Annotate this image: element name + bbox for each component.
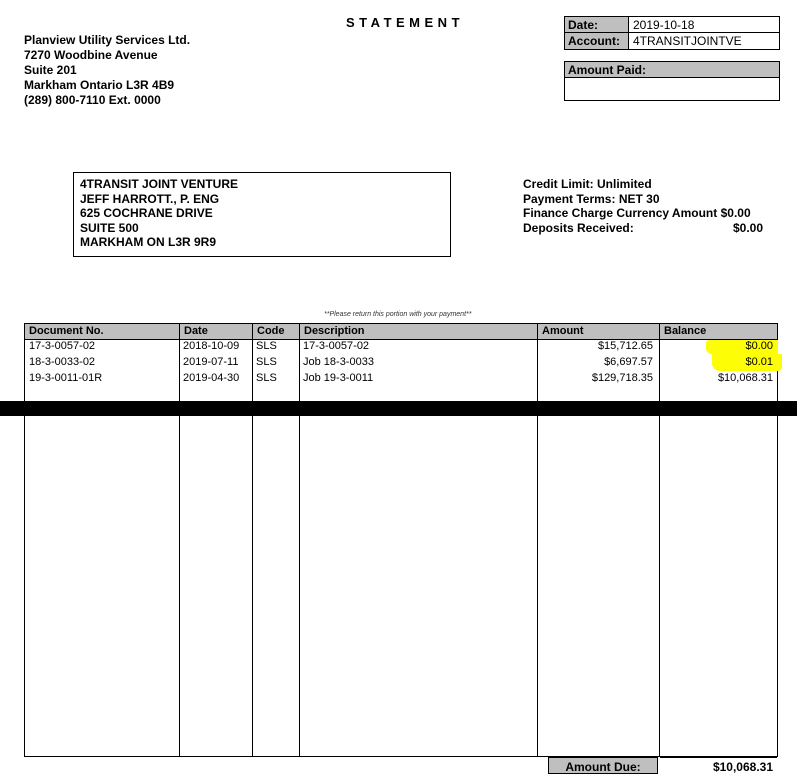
column-divider bbox=[252, 323, 253, 757]
account-value: 4TRANSITJOINTVE bbox=[633, 34, 742, 48]
cell-amount: $15,712.65 bbox=[597, 340, 653, 352]
header-date: Date bbox=[184, 325, 208, 337]
account-row bbox=[565, 33, 779, 49]
header-document-no: Document No. bbox=[29, 325, 104, 337]
customer-name: 4TRANSIT JOINT VENTURE bbox=[80, 177, 239, 191]
cell-date: 2019-07-11 bbox=[183, 356, 239, 368]
cell-description: Job 18-3-0033 bbox=[303, 356, 374, 368]
customer-city: MARKHAM ON L3R 9R9 bbox=[80, 235, 217, 250]
cell-balance: $0.00 bbox=[745, 340, 773, 352]
account-terms bbox=[523, 177, 751, 235]
cell-amount: $6,697.57 bbox=[604, 356, 653, 368]
transactions-table bbox=[24, 323, 778, 757]
cell-amount: $129,718.35 bbox=[591, 372, 653, 384]
date-row bbox=[565, 17, 779, 33]
column-divider bbox=[659, 323, 660, 757]
header-amount: Amount bbox=[542, 325, 584, 337]
company-address bbox=[24, 33, 190, 108]
customer-contact: JEFF HARROTT., P. ENG bbox=[80, 191, 220, 206]
cell-code: SLS bbox=[256, 340, 277, 352]
customer-street: 625 COCHRANE DRIVE bbox=[80, 206, 213, 221]
redaction-bar bbox=[0, 401, 797, 416]
return-note: **Please return this portion with your payment** bbox=[324, 311, 472, 318]
deposits-label: Deposits Received: bbox=[523, 220, 634, 235]
header-balance: Balance bbox=[664, 325, 707, 337]
date-label: Date: bbox=[565, 17, 628, 33]
cell-balance: $10,068.31 bbox=[717, 372, 773, 384]
divider bbox=[565, 32, 779, 33]
amount-due-value: $10,068.31 bbox=[660, 757, 777, 774]
table-header bbox=[25, 324, 777, 340]
date-account-box bbox=[564, 16, 780, 50]
account-label: Account: bbox=[565, 33, 628, 49]
cell-code: SLS bbox=[256, 372, 277, 384]
credit-limit: Credit Limit: Unlimited bbox=[523, 177, 652, 191]
company-city: Markham Ontario L3R 4B9 bbox=[24, 78, 175, 92]
cell-code: SLS bbox=[256, 356, 277, 368]
customer-suite: SUITE 500 bbox=[80, 220, 139, 235]
amount-paid-box[interactable] bbox=[564, 61, 780, 101]
divider bbox=[628, 17, 629, 49]
column-divider bbox=[179, 323, 180, 757]
payment-terms: Payment Terms: NET 30 bbox=[523, 191, 660, 206]
cell-description: 17-3-0057-02 bbox=[303, 340, 370, 352]
cell-document-no: 17-3-0057-02 bbox=[29, 340, 96, 352]
company-phone: (289) 800-7110 Ext. 0000 bbox=[24, 93, 161, 107]
column-divider bbox=[299, 323, 300, 757]
cell-description: Job 19-3-0011 bbox=[303, 372, 374, 384]
cell-document-no: 18-3-0033-02 bbox=[29, 356, 96, 368]
finance-charge: Finance Charge Currency Amount $0.00 bbox=[523, 206, 751, 221]
cell-document-no: 19-3-0011-01R bbox=[29, 372, 103, 384]
header-code: Code bbox=[257, 325, 285, 337]
amount-paid-label: Amount Paid: bbox=[565, 62, 779, 78]
statement-title: STATEMENT bbox=[346, 15, 465, 30]
cell-balance: $0.01 bbox=[745, 356, 773, 368]
deposits-value: $0.00 bbox=[733, 221, 764, 235]
company-suite: Suite 201 bbox=[24, 63, 77, 77]
amount-due-label: Amount Due: bbox=[548, 757, 658, 774]
cell-date: 2019-04-30 bbox=[183, 372, 240, 384]
company-name: Planview Utility Services Ltd. bbox=[24, 33, 191, 47]
customer-address-box bbox=[73, 172, 451, 257]
cell-date: 2018-10-09 bbox=[183, 340, 240, 352]
header-description: Description bbox=[304, 325, 365, 337]
column-divider bbox=[537, 323, 538, 757]
date-value: 2019-10-18 bbox=[633, 18, 695, 32]
company-street: 7270 Woodbine Avenue bbox=[24, 48, 158, 62]
